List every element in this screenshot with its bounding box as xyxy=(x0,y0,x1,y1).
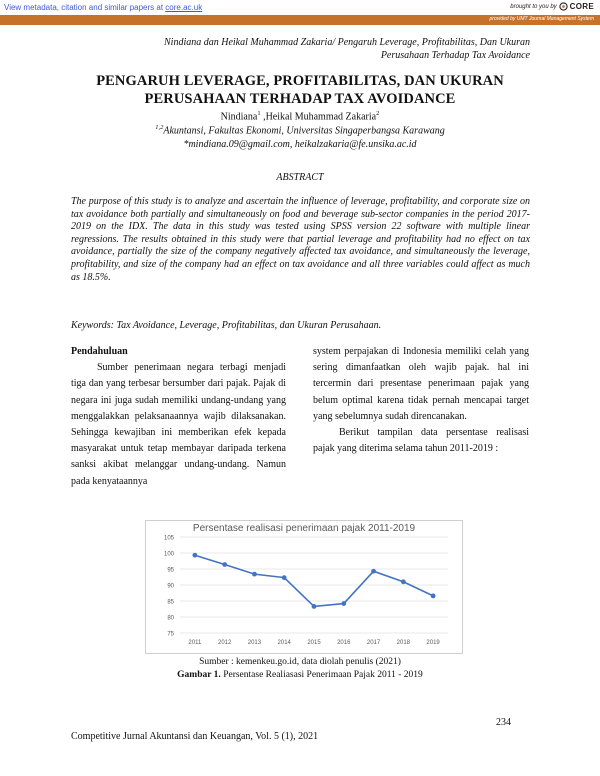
caption-text: Persentase Realiasasi Penerimaan Pajak 2011 - 2019 xyxy=(220,670,423,680)
data-point xyxy=(341,601,346,606)
data-point xyxy=(192,553,197,558)
body-right-column xyxy=(313,344,529,457)
data-point xyxy=(401,579,406,584)
brought-text: brought to you by xyxy=(510,3,557,10)
keywords: Keywords: Tax Avoidance, Leverage, Profitabilitas, dan Ukuran Perusahaan. xyxy=(71,320,382,331)
affil-sup: 1,2 xyxy=(155,124,164,131)
chart-title: Persentase realisasi penerimaan pajak 2011-2019 xyxy=(192,523,416,534)
data-point xyxy=(371,569,376,574)
y-tick-label: 80 xyxy=(167,615,174,622)
tax-realization-chart xyxy=(145,520,463,654)
affiliation xyxy=(60,124,540,136)
paragraph: Sumber penerimaan negara terbagi menjadi tiga dan yang terbesar bersumber dari pajak. Pajak di negara ini juga sudah memiliki undang-undang yang menggalakkan pelaksanaannya wajib dilaksanakan. Sehingga kewajiban ini memberikan efek kepada masyarakat untuk tetap membayar daripada terkena sanksi akibat melanggar undang-undang. Namun pada kenyataannya xyxy=(71,362,286,487)
y-tick-label: 95 xyxy=(167,567,174,574)
data-point xyxy=(312,604,317,609)
author-emails: *mindiana.09@gmail.com, heikalzakaria@fe.unsika.ac.id xyxy=(183,139,417,150)
affil-text: Akuntansi, Fakultas Ekonomi, Universitas Singaperbangsa Karawang xyxy=(163,125,445,137)
data-point xyxy=(252,572,257,577)
abstract-heading: ABSTRACT xyxy=(276,172,324,183)
title-line2: PERUSAHAAN TERHADAP TAX AVOIDANCE xyxy=(144,91,456,107)
core-url[interactable]: core.ac.uk xyxy=(165,3,203,12)
chart-svg xyxy=(146,521,462,653)
data-point xyxy=(431,593,436,598)
author1-sup: 1 xyxy=(257,110,261,117)
x-tick-label: 2015 xyxy=(307,640,321,646)
paragraph: system perpajakan di Indonesia memiliki celah yang sering dimanfaatkan oleh wajib pajak. hal ini tercermin dari presentase penerimaan pajak yang belum optimal karena tidak pernah mencapai target yang sebelumnya sudah direncanakan. xyxy=(313,346,529,422)
data-point xyxy=(282,575,287,580)
author2: ,Heikal Muhammad Zakaria xyxy=(260,111,377,123)
paper-title xyxy=(60,72,540,108)
chart-x-ticks xyxy=(188,640,440,646)
x-tick-label: 2018 xyxy=(396,640,411,646)
running-header xyxy=(90,36,530,62)
series-line xyxy=(195,555,433,606)
page-number: 234 xyxy=(496,717,511,728)
figure-source: Sumber : kemenkeu.go.id, data diolah penulis (2021) xyxy=(199,657,401,667)
author2-sup: 2 xyxy=(376,110,380,117)
chart-series xyxy=(192,553,435,609)
chart-y-ticks xyxy=(164,536,175,638)
data-point xyxy=(222,562,227,567)
y-tick-label: 75 xyxy=(167,631,174,638)
chart-gridlines xyxy=(180,537,448,633)
x-tick-label: 2012 xyxy=(217,640,232,646)
y-tick-label: 90 xyxy=(167,583,174,590)
figure-caption xyxy=(60,670,540,680)
author1: Nindiana xyxy=(220,111,258,123)
journal-footer: Competitive Jurnal Akuntansi dan Keuangan, Vol. 5 (1), 2021 xyxy=(71,731,319,742)
y-tick-label: 85 xyxy=(167,599,174,606)
x-tick-label: 2017 xyxy=(366,640,381,646)
x-tick-label: 2019 xyxy=(426,640,440,646)
core-logo-icon xyxy=(559,2,568,11)
core-brand: CORE xyxy=(569,2,594,11)
authors xyxy=(60,110,540,122)
x-tick-label: 2011 xyxy=(188,640,202,646)
x-tick-label: 2016 xyxy=(337,640,351,646)
caption-label: Gambar 1. xyxy=(177,670,221,680)
core-link-text: View metadata, citation and similar papers at xyxy=(4,3,166,12)
x-tick-label: 2013 xyxy=(247,640,262,646)
running-header-line2: Perusahaan Terhadap Tax Avoidance xyxy=(380,50,530,61)
core-brought-by[interactable] xyxy=(510,2,594,11)
provided-by-text[interactable]: provided by UMT Journal Management System xyxy=(489,16,594,22)
x-tick-label: 2014 xyxy=(277,640,291,646)
y-tick-label: 105 xyxy=(163,535,174,542)
running-header-line1: Nindiana dan Heikal Muhammad Zakaria/ Pengaruh Leverage, Profitabilitas, Dan Ukuran xyxy=(164,37,530,48)
abstract-text: The purpose of this study is to analyze and ascertain the influence of leverage, profitability, and corporate size on tax avoidance both partially and simultaneously on food and beverage sub-sector companies in the period 2017-2019 on the IDX. The data in this study was tested using SPSS version 22 software with multiple linear regressions. The results obtained in this study were that partial leverage and profitability had no effect on tax avoidance, partially the size of the company negatively affected tax avoidance, and simultaneously the leverage, profitability, and size of the company had an effect on tax avoidance and all three variables could affect as much as 18.5%. xyxy=(71,196,530,283)
section-heading: Pendahuluan xyxy=(71,346,128,357)
y-tick-label: 100 xyxy=(163,551,174,558)
title-line1: PENGARUH LEVERAGE, PROFITABILITAS, DAN UKURAN xyxy=(96,73,504,89)
core-metadata-link[interactable] xyxy=(4,3,202,12)
body-left-column xyxy=(71,344,286,490)
paragraph: Berikut tampilan data persentase realisasi pajak yang diterima selama tahun 2011-2019 : xyxy=(313,427,529,455)
